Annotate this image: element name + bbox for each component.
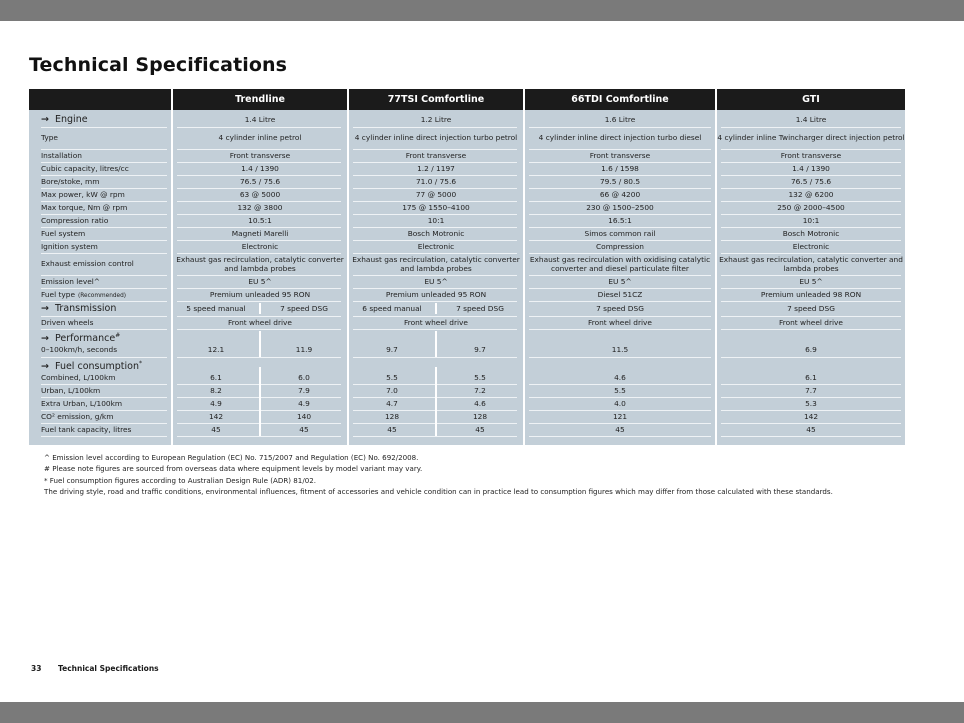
spec-value: 10.5:1	[248, 216, 272, 225]
spec-value: 6.1	[805, 373, 817, 382]
spec-value: 142	[803, 412, 819, 421]
label-driven: Driven wheels	[41, 318, 94, 327]
table-header	[29, 89, 905, 110]
spec-value: 1.2 / 1197	[417, 164, 455, 173]
spec-value: 4.6	[474, 399, 486, 408]
spec-value: 132 @ 3800	[237, 203, 283, 212]
footnote-performance: # Please note figures are sourced from overseas data where equipment levels by model variant may vary.	[44, 464, 423, 474]
label-type: Type	[41, 133, 58, 142]
spec-value: 45	[387, 425, 397, 434]
spec-value: 10:1	[802, 216, 820, 225]
spec-value: 132 @ 6200	[788, 190, 834, 199]
section-fuel	[41, 357, 142, 371]
section-label: Performance	[55, 333, 116, 345]
spec-value: 76.5 / 75.6	[790, 177, 832, 186]
spec-value: 6.1	[210, 373, 222, 382]
row-rule	[721, 357, 901, 358]
row-rule	[41, 436, 167, 437]
spec-value: 175 @ 1550–4100	[402, 203, 470, 212]
spec-table	[29, 89, 905, 445]
arrow-right-icon: →	[41, 303, 49, 314]
spec-value: 4 cylinder inline Twincharger direct injection petrol	[717, 133, 905, 143]
variant-divider	[259, 331, 261, 357]
label-combined: Combined, L/100km	[41, 373, 116, 382]
row-rule	[529, 436, 711, 437]
spec-value: 7.7	[805, 386, 817, 395]
spec-value: 8.2	[210, 386, 222, 395]
variant-divider	[259, 303, 261, 314]
spec-value: Exhaust gas recirculation, catalytic converter and lambda probes	[176, 254, 344, 273]
spec-value: Front transverse	[229, 151, 291, 160]
spec-value: 66 @ 4200	[599, 190, 641, 199]
section-label: Fuel consumption	[55, 361, 139, 373]
spec-value: Compression	[596, 242, 644, 251]
row-rule	[529, 329, 711, 330]
spec-value: 10:1	[427, 216, 445, 225]
spec-value: 1.4 Litre	[795, 115, 827, 124]
spec-value: 1.4 / 1390	[792, 164, 830, 173]
spec-value: Front wheel drive	[779, 318, 843, 327]
spec-value: 12.1	[207, 345, 225, 354]
label-co2: CO² emission, g/km	[41, 412, 114, 421]
variant-divider	[435, 303, 437, 314]
spec-value: Front wheel drive	[404, 318, 468, 327]
spec-value: Premium unleaded 98 RON	[760, 290, 862, 299]
spec-value: 7 speed DSG	[596, 304, 644, 313]
spec-value: EU 5^	[608, 277, 632, 286]
spec-value: 5.5	[474, 373, 486, 382]
spec-value: Front wheel drive	[588, 318, 652, 327]
row-rule	[177, 357, 341, 358]
spec-value: 6.0	[298, 373, 310, 382]
label-emission_level: Emission level^	[41, 277, 100, 286]
label-power: Max power, kW @ rpm	[41, 190, 125, 199]
spec-value: 4.7	[386, 399, 398, 408]
footnote-emission: ^ Emission level according to European Regulation (EC) No. 715/2007 and Regulation (EC) No. 692/2008.	[44, 453, 419, 462]
column-header-trendline: Trendline	[235, 94, 285, 105]
label-installation: Installation	[41, 151, 82, 160]
row-rule	[721, 436, 901, 437]
row-rule	[353, 436, 517, 437]
spec-value: 128	[472, 412, 488, 421]
spec-value: Diesel 51CZ	[597, 290, 643, 299]
spec-value: 4 cylinder inline direct injection turbo petrol	[354, 133, 518, 143]
section-label: Engine	[55, 114, 88, 125]
label-bore: Bore/stoke, mm	[41, 177, 100, 186]
spec-value: EU 5^	[424, 277, 448, 286]
label-emission_control: Exhaust emission control	[41, 259, 134, 268]
spec-value: 250 @ 2000–4500	[777, 203, 845, 212]
label-text: Fuel type	[41, 290, 75, 299]
spec-value: 1.6 Litre	[604, 115, 636, 124]
spec-value: 1.2 Litre	[420, 115, 452, 124]
row-rule	[721, 329, 901, 330]
page-number: 33	[31, 664, 42, 673]
spec-value: Electronic	[417, 242, 455, 251]
section-performance	[41, 329, 120, 343]
spec-value: 76.5 / 75.6	[239, 177, 281, 186]
footnote-mark: *	[138, 360, 142, 367]
spec-value: 121	[612, 412, 628, 421]
spec-value: 71.0 / 75.6	[415, 177, 457, 186]
spec-value: 1.4 Litre	[244, 115, 276, 124]
spec-value: Simos common rail	[584, 229, 656, 238]
label-qualifier: (Recommended)	[78, 293, 127, 299]
section-engine	[41, 113, 88, 127]
row-rule	[177, 329, 341, 330]
spec-value: 9.7	[386, 345, 398, 354]
column-header-66tdi: 66TDI Comfortline	[571, 94, 669, 105]
spec-value: 16.5:1	[608, 216, 632, 225]
label-tank: Fuel tank capacity, litres	[41, 425, 132, 434]
spec-value: Front wheel drive	[228, 318, 292, 327]
row-rule	[41, 127, 167, 128]
page-title: Technical Specifications	[29, 54, 288, 76]
label-capacity: Cubic capacity, litres/cc	[41, 164, 129, 173]
section-label: Transmission	[55, 303, 117, 314]
spec-value: 7 speed DSG	[456, 304, 504, 313]
row-rule	[353, 329, 517, 330]
spec-value: 11.5	[611, 345, 629, 354]
variant-divider	[259, 367, 261, 436]
spec-value: 142	[208, 412, 224, 421]
label-fueltype	[41, 288, 126, 301]
section-transmission	[41, 301, 116, 316]
label-urban: Urban, L/100km	[41, 386, 101, 395]
spec-value: 7.2	[474, 386, 486, 395]
spec-value: Electronic	[241, 242, 279, 251]
label-ignition: Ignition system	[41, 242, 98, 251]
spec-value: Front transverse	[780, 151, 842, 160]
spec-value: Exhaust gas recirculation, catalytic converter and lambda probes	[719, 254, 903, 273]
footnotes	[44, 452, 833, 498]
footer-section-title: Technical Specifications	[58, 664, 159, 673]
spec-value: 45	[615, 425, 625, 434]
spec-value: 45	[299, 425, 309, 434]
footnote-mark: #	[115, 332, 121, 339]
spec-value: 63 @ 5000	[239, 190, 281, 199]
row-rule	[177, 436, 341, 437]
spec-value: EU 5^	[799, 277, 823, 286]
variant-divider	[435, 367, 437, 436]
document-page	[0, 21, 964, 702]
spec-value: 4 cylinder inline petrol	[218, 133, 302, 143]
spec-value: 1.4 / 1390	[241, 164, 279, 173]
spec-value: Bosch Motronic	[782, 229, 840, 238]
spec-value: Bosch Motronic	[407, 229, 465, 238]
spec-value: Electronic	[792, 242, 830, 251]
spec-value: Front transverse	[589, 151, 651, 160]
spec-value: 7 speed DSG	[280, 304, 328, 313]
spec-value: 4.9	[210, 399, 222, 408]
spec-value: 45	[806, 425, 816, 434]
label-torque: Max torque, Nm @ rpm	[41, 203, 128, 212]
arrow-right-icon: →	[41, 333, 49, 345]
spec-value: 4.6	[614, 373, 626, 382]
variant-divider	[435, 331, 437, 357]
label-accel: 0–100km/h, seconds	[41, 345, 118, 354]
spec-value: 11.9	[295, 345, 313, 354]
spec-value: 45	[475, 425, 485, 434]
spec-value: 1.6 / 1598	[601, 164, 639, 173]
spec-value: 7.9	[298, 386, 310, 395]
label-fuelsys: Fuel system	[41, 229, 86, 238]
spec-value: 77 @ 5000	[415, 190, 457, 199]
spec-value: EU 5^	[248, 277, 272, 286]
spec-value: 5 speed manual	[186, 304, 246, 313]
spec-value: 7.0	[386, 386, 398, 395]
spec-value: Premium unleaded 95 RON	[385, 290, 487, 299]
spec-value: Exhaust gas recirculation with oxidising catalytic converter and diesel particulate filter	[529, 254, 711, 273]
arrow-right-icon: →	[41, 114, 49, 125]
label-compression: Compression ratio	[41, 216, 109, 225]
spec-value: 9.7	[474, 345, 486, 354]
spec-value: 5.5	[614, 386, 626, 395]
footnote-fuel: * Fuel consumption figures according to Australian Design Rule (ADR) 81/02.	[44, 475, 316, 485]
spec-value: 5.5	[386, 373, 398, 382]
spec-value: Magneti Marelli	[231, 229, 289, 238]
footnote-disclaimer: The driving style, road and traffic conditions, environmental influences, fitment of accessories and vehicle condition can in practice lead to consumption figures which may differ from those calculated with these standards.	[44, 487, 833, 497]
spec-value: 45	[211, 425, 221, 434]
arrow-right-icon: →	[41, 361, 49, 373]
spec-value: 140	[296, 412, 312, 421]
row-rule	[353, 357, 517, 358]
spec-value: Premium unleaded 95 RON	[209, 290, 311, 299]
spec-value: 6.9	[805, 345, 817, 354]
spec-value: 4 cylinder inline direct injection turbo diesel	[538, 133, 702, 143]
spec-value: Exhaust gas recirculation, catalytic converter and lambda probes	[352, 254, 520, 273]
spec-value: 4.9	[298, 399, 310, 408]
spec-value: 4.0	[614, 399, 626, 408]
spec-value: Front transverse	[405, 151, 467, 160]
column-header-gti: GTI	[802, 94, 820, 105]
row-rule	[529, 357, 711, 358]
spec-value: 79.5 / 80.5	[599, 177, 641, 186]
column-header-77tsi: 77TSI Comfortline	[387, 94, 485, 105]
spec-value: 230 @ 1500–2500	[586, 203, 654, 212]
spec-value: 6 speed manual	[362, 304, 422, 313]
spec-value: 7 speed DSG	[787, 304, 835, 313]
spec-value: 5.3	[805, 399, 817, 408]
spec-value: 128	[384, 412, 400, 421]
label-extra_urban: Extra Urban, L/100km	[41, 399, 123, 408]
